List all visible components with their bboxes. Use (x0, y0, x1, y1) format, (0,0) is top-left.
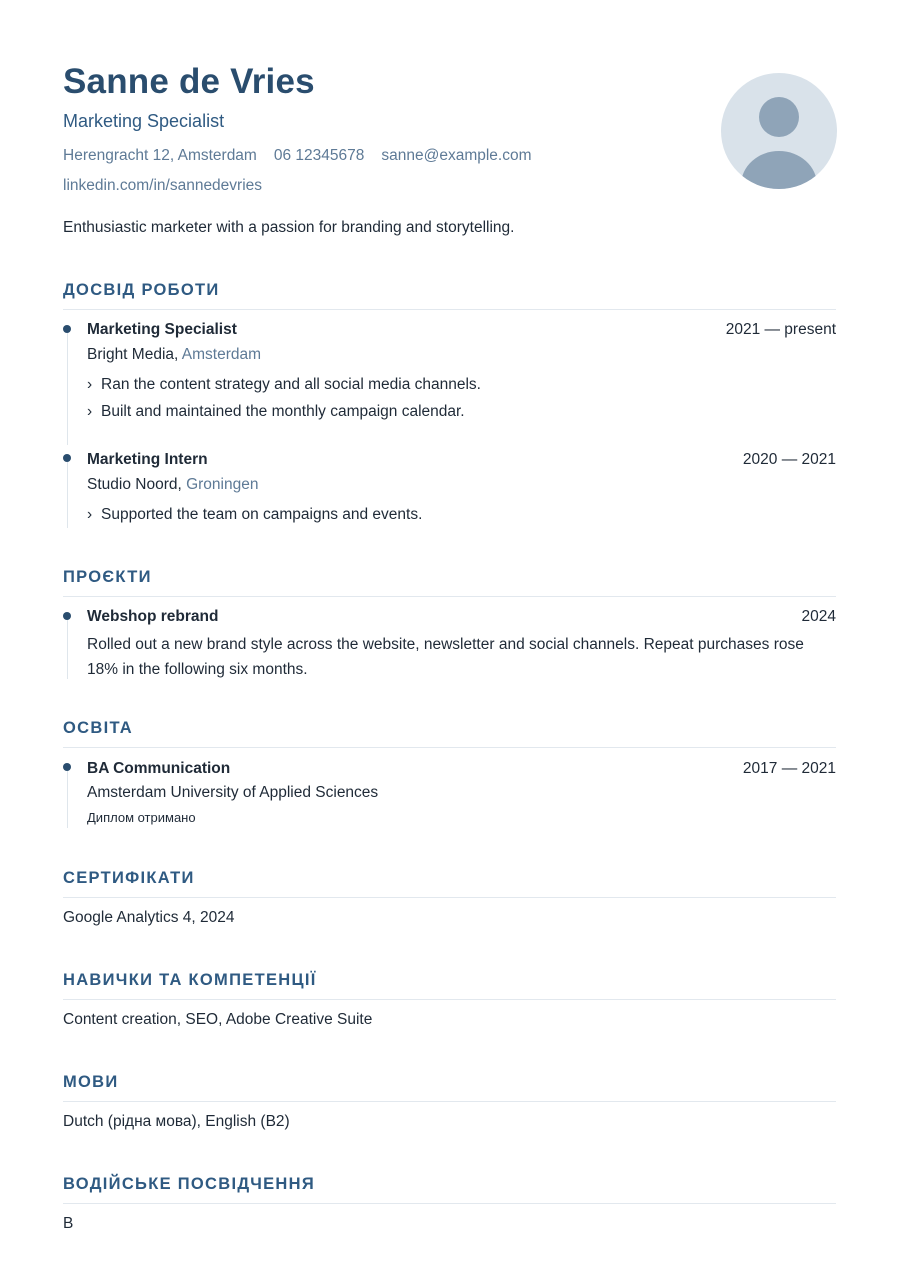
job-dates: 2020 — 2021 (742, 451, 836, 468)
project-title: Webshop rebrand (87, 608, 219, 625)
contact-email[interactable]: sanne@example.com (381, 147, 532, 164)
candidate-role: Marketing Specialist (63, 111, 225, 131)
license-text: B (63, 1215, 74, 1232)
section-title-education: ОСВІТА (63, 719, 134, 737)
degree-institution: Amsterdam University of Applied Sciences (87, 784, 379, 801)
degree-note: Диплом отримано (87, 810, 196, 825)
job-bullet-text: Ran the content strategy and all social media channels. (101, 376, 481, 393)
section-divider (63, 1101, 836, 1102)
employer-name: Bright Media, (87, 346, 182, 363)
skills-text: Content creation, SEO, Adobe Creative Suite (63, 1011, 373, 1028)
timeline-dot (63, 612, 71, 620)
summary: Enthusiastic marketer with a passion for branding and storytelling. (63, 219, 515, 236)
contact-linkedin[interactable]: linkedin.com/in/sannedevries (63, 177, 263, 194)
contact-line (63, 147, 532, 165)
job-bullet (87, 506, 422, 524)
chevron-right-icon: › (87, 403, 93, 420)
timeline-dot (63, 763, 71, 771)
chevron-right-icon: › (87, 506, 93, 523)
job-employer (87, 476, 258, 494)
job-employer (87, 346, 261, 364)
chevron-right-icon: › (87, 376, 93, 393)
section-divider (63, 747, 836, 748)
certificates-text: Google Analytics 4, 2024 (63, 909, 235, 926)
project-description: Rolled out a new brand style across the website, newsletter and social channels. Repeat purchases rose 18% in the following six months. (87, 636, 804, 678)
section-divider (63, 309, 836, 310)
timeline-dot (63, 454, 71, 462)
contact-address: Herengracht 12, Amsterdam (63, 147, 257, 164)
section-title-languages: МОВИ (63, 1073, 119, 1091)
avatar (721, 73, 837, 189)
section-title-experience: ДОСВІД РОБОТИ (63, 281, 220, 299)
person-icon (721, 73, 837, 189)
section-divider (63, 897, 836, 898)
section-title-license: ВОДІЙСЬКЕ ПОСВІДЧЕННЯ (63, 1175, 315, 1193)
job-title: Marketing Specialist (87, 321, 237, 338)
timeline-dot (63, 325, 71, 333)
contact-phone[interactable]: 06 12345678 (273, 147, 365, 164)
section-divider (63, 1203, 836, 1204)
job-dates: 2021 — present (725, 321, 836, 338)
project-date: 2024 (801, 608, 836, 625)
job-title: Marketing Intern (87, 451, 208, 468)
employer-name: Studio Noord, (87, 476, 187, 493)
employer-location: Amsterdam (181, 346, 262, 363)
timeline-line (67, 768, 68, 828)
job-bullet-text: Supported the team on campaigns and events. (101, 506, 423, 523)
section-divider (63, 596, 836, 597)
timeline-line (67, 460, 68, 528)
job-bullet (87, 403, 465, 421)
degree-title: BA Communication (87, 760, 231, 777)
degree-dates: 2017 — 2021 (742, 760, 836, 777)
employer-location: Groningen (186, 476, 259, 493)
section-title-projects: ПРОЄКТИ (63, 568, 152, 586)
section-title-certificates: СЕРТИФІКАТИ (63, 869, 195, 887)
languages-text: Dutch (рідна мова), English (B2) (63, 1113, 290, 1130)
job-bullet-text: Built and maintained the monthly campaign calendar. (101, 403, 465, 420)
section-divider (63, 999, 836, 1000)
job-bullet (87, 376, 481, 394)
timeline-line (67, 617, 68, 679)
section-title-skills: НАВИЧКИ ТА КОМПЕТЕНЦІЇ (63, 971, 317, 989)
timeline-line (67, 330, 68, 445)
candidate-name: Sanne de Vries (63, 62, 315, 101)
